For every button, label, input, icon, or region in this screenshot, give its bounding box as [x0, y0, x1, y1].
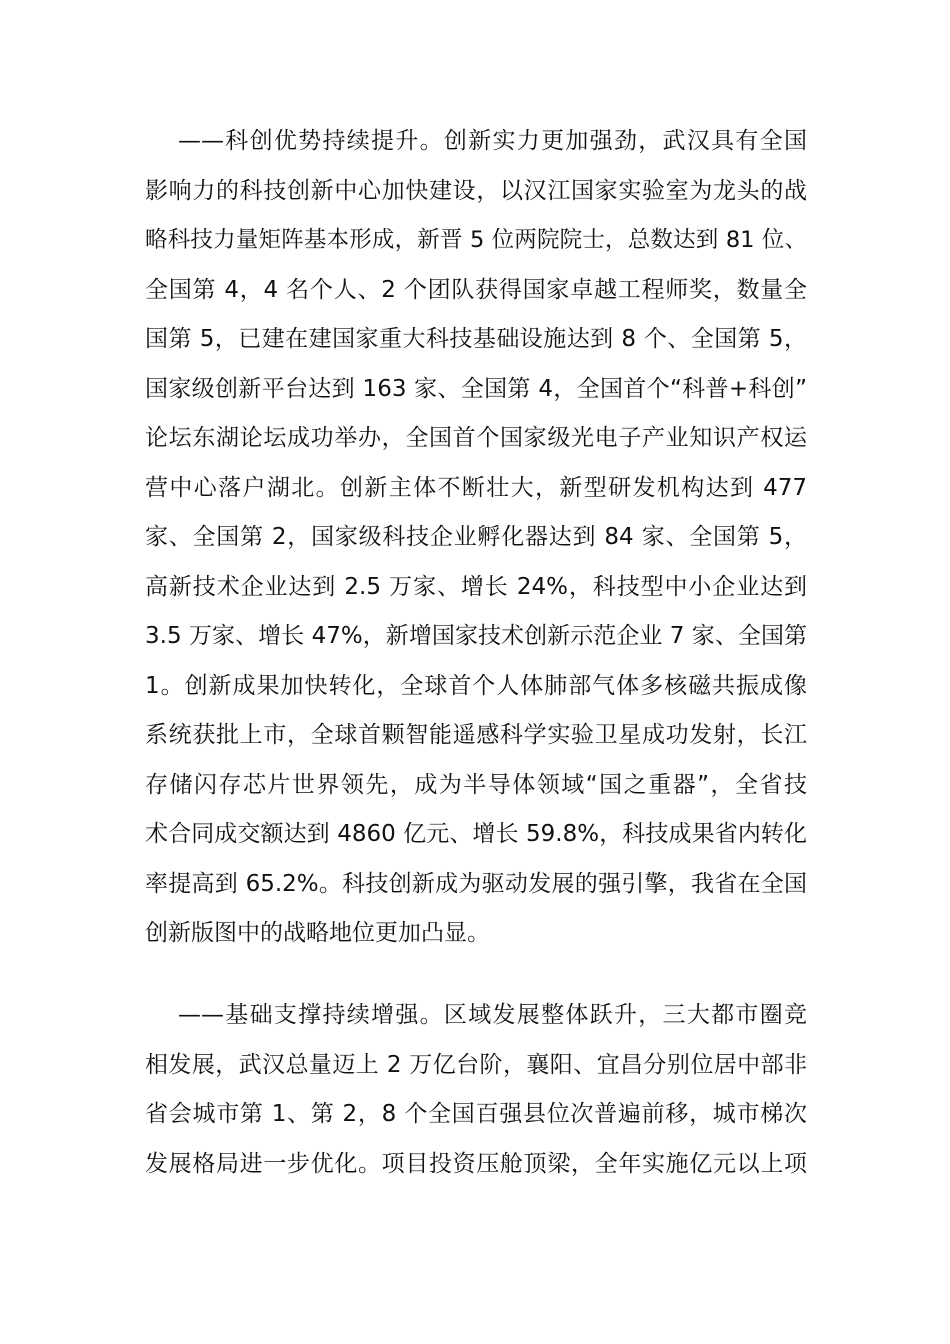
text-line: ——科创优势持续提升。创新实力更加强劲，武汉具有全国	[178, 128, 807, 154]
text-line: 术合同成交额达到 4860 亿元、增长 59.8%，科技成果省内转化	[145, 821, 807, 847]
text-line: 系统获批上市，全球首颗智能遥感科学实验卫星成功发射，长江	[145, 722, 807, 748]
text-line: 创新版图中的战略地位更加凸显。	[145, 920, 490, 946]
text-line: 省会城市第 1、第 2，8 个全国百强县位次普遍前移，城市梯次	[145, 1101, 807, 1127]
text-line: 论坛东湖论坛成功举办，全国首个国家级光电子产业知识产权运	[145, 425, 807, 451]
text-line: 营中心落户湖北。创新主体不断壮大，新型研发机构达到 477	[145, 474, 807, 501]
text-line: 存储闪存芯片世界领先，成为半导体领域“国之重器”，全省技	[145, 771, 807, 798]
text-line: 高新技术企业达到 2.5 万家、增长 24%，科技型中小企业达到	[145, 573, 807, 600]
text-line: ——基础支撑持续增强。区域发展整体跃升，三大都市圈竞	[178, 1002, 807, 1028]
text-line: 影响力的科技创新中心加快建设，以汉江国家实验室为龙头的战	[145, 177, 807, 204]
text-line: 国家级创新平台达到 163 家、全国第 4，全国首个“科普+科创”	[145, 375, 807, 402]
text-line: 国第 5，已建在建国家重大科技基础设施达到 8 个、全国第 5，	[145, 326, 807, 352]
paragraph-sci-tech-innovation	[145, 117, 807, 959]
paragraph-infrastructure-support	[145, 991, 807, 1189]
text-line: 略科技力量矩阵基本形成，新晋 5 位两院院士，总数达到 81 位、	[145, 227, 807, 253]
text-line: 全国第 4，4 名个人、2 个团队获得国家卓越工程师奖，数量全	[145, 276, 807, 303]
text-line: 1。创新成果加快转化，全球首个人体肺部气体多核磁共振成像	[145, 672, 807, 699]
text-line: 3.5 万家、增长 47%，新增国家技术创新示范企业 7 家、全国第	[145, 623, 807, 649]
text-line: 率提高到 65.2%。科技创新成为驱动发展的强引擎，我省在全国	[145, 870, 807, 897]
text-line: 发展格局进一步优化。项目投资压舱顶梁，全年实施亿元以上项	[145, 1150, 807, 1177]
text-line: 相发展，武汉总量迈上 2 万亿台阶，襄阳、宜昌分别位居中部非	[145, 1051, 807, 1078]
text-line: 家、全国第 2，国家级科技企业孵化器达到 84 家、全国第 5，	[145, 524, 807, 550]
